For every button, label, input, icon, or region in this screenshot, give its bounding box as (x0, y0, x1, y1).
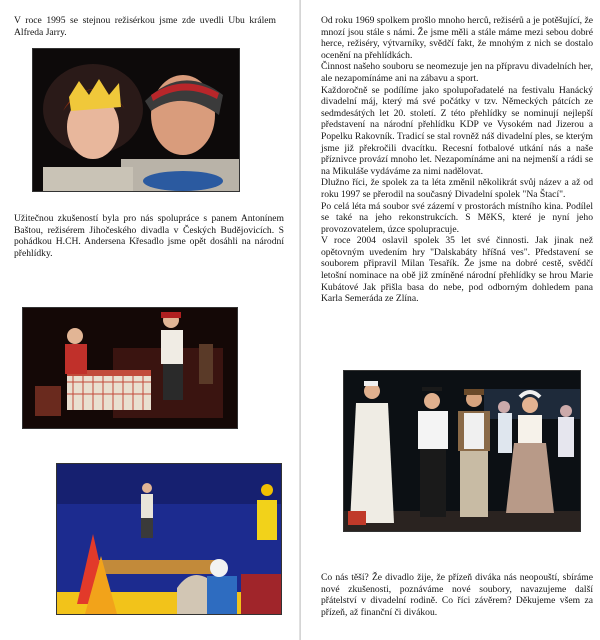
photo-stage-kresadlo (56, 463, 282, 615)
right-paragraph-festival: Každoročně se podílíme jako spolupořadatelé na festivalu Hanácký divadelní máj, který má své počátky v tzv. Německých pátcích ze sedmdesátých let 20. století. Z této přehlídky se nominují nejlepší představení na národní přehlídku KDP ve Vysokém nad Jizerou a Popelku Rakovník. Tradicí se stal rovněž náš divadelní ples, se kterým jsme již překročili dvacítku. Recesní fotbalové utkání nás a naše příznivce provází mnoho let. Nezapomínáme ani na nejmenší a rádi se na Mikuláše vydáváme za nimi nadělovat. (321, 84, 593, 177)
right-paragraph-activities: Činnost našeho souboru se neomezuje jen na přípravu divadelních her, ale nezapomínáme ani na zábavu a sport. (321, 61, 593, 84)
right-page (300, 0, 600, 640)
right-paragraph-cinema: Po celá léta má soubor své zázemí v prostorách místního kina. Podílel se také na jeho rekonstrukcích. S MěKS, které je nyní jeho provozovatelem, úzce spolupracuje. (321, 200, 593, 235)
photo-group-stage (343, 370, 581, 532)
right-text-block (321, 15, 593, 305)
right-paragraph-history: Od roku 1969 spolkem prošlo mnoho herců, režisérů a je potěšující, že mnozí jsou stále s námi. Že jsme měli a stále máme mezi sebou dobré herce, režiséry, výtvarníky, svědčí fakt, že mnohým z nich se dostalo ocenění na přehlídkách. (321, 15, 593, 61)
right-paragraph-closing: Co nás těší? Že divadlo žije, že přízeň diváka nás neopouští, sbíráme nové zkušenosti, poznáváme nové soubory, navazujeme další přátelství v divadelní rodině. Co říci závěrem? Děkujeme všem za přízeň, až finanční či divákou. (321, 572, 593, 618)
photo-table-scene (22, 307, 238, 429)
right-paragraph-name: Dlužno říci, že spolek za ta léta změnil několikrát svůj název a až od roku 1997 se přerodil na současný Divadelní spolek "Na Štací". (321, 177, 593, 200)
left-paragraph-basta: Užitečnou zkušeností byla pro nás spolupráce s panem Antonínem Baštou, režisérem Jihočeského divadla v Českých Budějovicích. S pohádkou H.CH. Andersena Křesadlo jsme opět dosáhli na národní přehlídky. (14, 213, 284, 259)
photo-actors-closeup (32, 48, 240, 192)
left-paragraph-ubu: V roce 1995 se stejnou režisérkou jsme zde uvedli Ubu králem Alfreda Jarry. (14, 15, 276, 38)
right-paragraph-anniversary: V roce 2004 oslavil spolek 35 let své činnosti. Jak jinak než opětovným uvedením hry "Dalskabáty hříšná ves". Představení se souborem připravil Milan Tesařík. Že jsme na dobré cestě, svědčí letošní nominace na obě již zmíněné národní přehlídky se hrou Marie Kubátové Jak přišla basa do nebe, pod odborným dohledem pana Karla Semeráda ze Zlína. (321, 235, 593, 305)
